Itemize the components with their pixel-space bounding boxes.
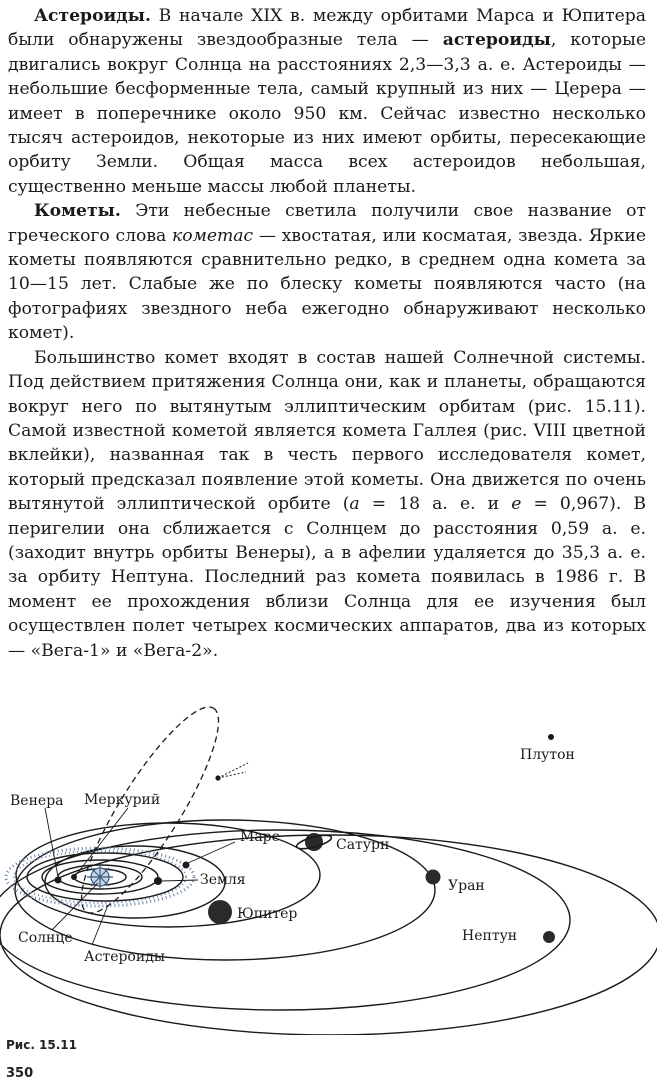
paragraph-comets [8, 199, 646, 345]
label-neptune: Нептун [462, 928, 518, 944]
venus-icon [55, 877, 62, 884]
text-run: e [511, 494, 522, 515]
label-uranus: Уран [448, 878, 485, 894]
paragraph-halley [8, 346, 646, 663]
comet-icon [215, 763, 248, 781]
text-run: Астероиды. [34, 6, 151, 26]
solar-system-diagram [0, 705, 657, 1035]
text-run: a [349, 494, 360, 515]
label-mercury: Меркурий [84, 792, 161, 808]
text-run: кометас [171, 225, 254, 246]
sun-icon [87, 864, 113, 890]
paragraph-asteroids [8, 4, 646, 199]
label-pluto: Плутон [520, 747, 575, 763]
uranus-icon [426, 870, 441, 885]
label-mars: Марс [240, 829, 280, 845]
label-asteroids: Астероиды [84, 949, 165, 965]
text-run: = 18 а. е. и [359, 494, 512, 515]
text-run: = 0,967). В перигелии она сближается с Солнцем до расстояния 0,59 а. е. (заходит внутрь орбиты Венеры), а в афелии удаляется до 35,3 а. е. за орбиту Нептуна. Последний раз комета появилась в 1986 г. В момент ее прохождения вблизи Солнца для ее изучения был осуществлен полет четырех космических аппаратов, два из которых — «Вега-1» и «Вега-2». [8, 494, 647, 661]
page-number: 350 [6, 1066, 34, 1081]
label-sun: Солнце [18, 930, 73, 946]
label-venus: Венера [10, 793, 64, 809]
label-earth: Земля [200, 872, 246, 888]
text-run: Эти небесные светила получили свое название от греческого слова [8, 201, 646, 246]
text-run: В начале XIX в. между орбитами Марса и Юпитера были обнаружены звездообразные тела — [8, 6, 646, 51]
pluto-icon [548, 734, 554, 740]
label-jupiter: Юпитер [237, 906, 298, 922]
text-run: — хвостатая, или косматая, звезда. Яркие кометы появляются сравнительно редко, в среднем одна комета за 10—15 лет. Слабые же по блеску кометы появляются часто (на фотографиях звездного неба ежегодно обнаруживают несколько комет). [8, 225, 646, 344]
body-text [8, 4, 646, 663]
text-run: Большинство комет входят в состав нашей Солнечной системы. Под действием притяжения Солнца они, как и планеты, обращаются вокруг него по вытянутым эллиптическим орбитам (рис. 15.11). Самой известной кометой является комета Галлея (рис. VIII цветной вклейки), названная так в честь первого исследователя комет, который предсказал появление этой кометы. Она движется по очень вытянутой эллиптической орбите ( [8, 347, 646, 515]
text-run: Кометы. [34, 201, 121, 222]
jupiter-icon [208, 900, 232, 924]
label-saturn: Сатурн [336, 837, 390, 853]
jupiter-orbit [45, 846, 225, 918]
text-run: , которые двигались вокруг Солнца на расстояниях 2,3—3,3 а. е. Астероиды — небольшие бесформенные тела, самый крупный из них — Церера — имеет в поперечнике около 950 км. Сейчас известно несколько тысяч астероидов, некоторые из них имеют орбиты, пересекающие орбиту Земли. Общая масса всех астероидов небольшая, существенно меньше массы любой планеты. [8, 30, 646, 197]
solar-system-figure [0, 705, 657, 1035]
neptune-icon [543, 931, 555, 943]
figure-caption: Рис. 15.11 [6, 1038, 78, 1052]
text-run: астероиды [442, 30, 551, 51]
earth-icon [154, 877, 162, 885]
